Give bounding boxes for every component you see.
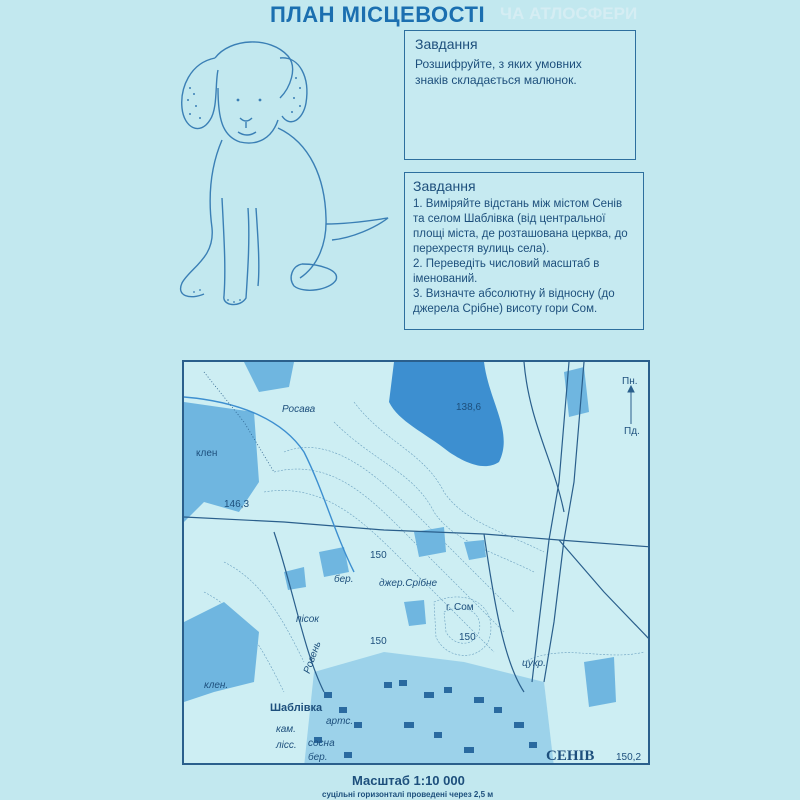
map-label-pn: Пн. [622,376,638,387]
map-label-gora: г. Сом [446,602,474,613]
task-box-2 [404,172,644,330]
task1-text: Розшифруйте, з яких умовних знаків складається малюнок. [415,57,582,87]
task-box-1 [404,30,636,160]
map-scale: Масштаб 1:10 000 [352,773,465,788]
map-label-shablivka: Шаблівка [270,702,323,714]
map-label-dzherelo: джер.Срібне [379,578,438,589]
map-label-rosava: Росава [282,404,316,415]
map-label-klen: клен [196,448,218,459]
map-label-pis: пісок [296,614,320,625]
task2-heading: Завдання [413,178,476,194]
map-label-contour-150-a: 150 [370,550,387,561]
map-label-ber2: бер. [308,752,328,763]
map-label-seniv: СЕНІВ [546,748,595,764]
map-label-arth: артс. [326,716,354,727]
topographic-map [182,360,650,765]
task1-heading: Завдання [415,36,478,52]
map-label-ber: бер. [334,574,354,585]
map-label-tsukr: цукр. [522,658,546,669]
map-label-roven: Ровень [301,639,324,676]
map-label-h1386: 138,6 [456,402,482,413]
task2-item-1: 1. Виміряйте відстань між містом Сенів та селом Шаблівка (від центральної площі міста, де розташована церква, до перехрестя вулиць села). [413,198,628,255]
task2-item-3: 3. Визначте абсолютну й відносну (до джерела Срібне) висоту гори Сом. [413,288,615,315]
map-drawing [184,362,650,765]
map-label-lis: лісс. [276,740,297,751]
dog-illustration [160,28,400,348]
task2-item-2: 2. Переведіть числовий масштаб в іменований. [413,258,600,285]
map-scale-note: суцільні горизонталі проведені через 2,5 м [322,790,494,799]
map-label-kam: кам. [276,724,296,735]
map-label-pd: Пд. [624,426,640,437]
background-ghost-text: ЧА АТЛОСФЕРИ [500,4,638,23]
page-title: ПЛАН МІСЦЕВОСТІ [270,2,486,27]
map-label-h1463: 146,3 [224,499,250,510]
map-label-contour-150-b: 150 [370,636,387,647]
map-label-contour-150-c: 150 [459,632,476,643]
map-label-klen2: клен. [204,680,229,691]
map-label-sosna: сосна [308,738,335,749]
map-label-h1502: 150,2 [616,752,642,763]
